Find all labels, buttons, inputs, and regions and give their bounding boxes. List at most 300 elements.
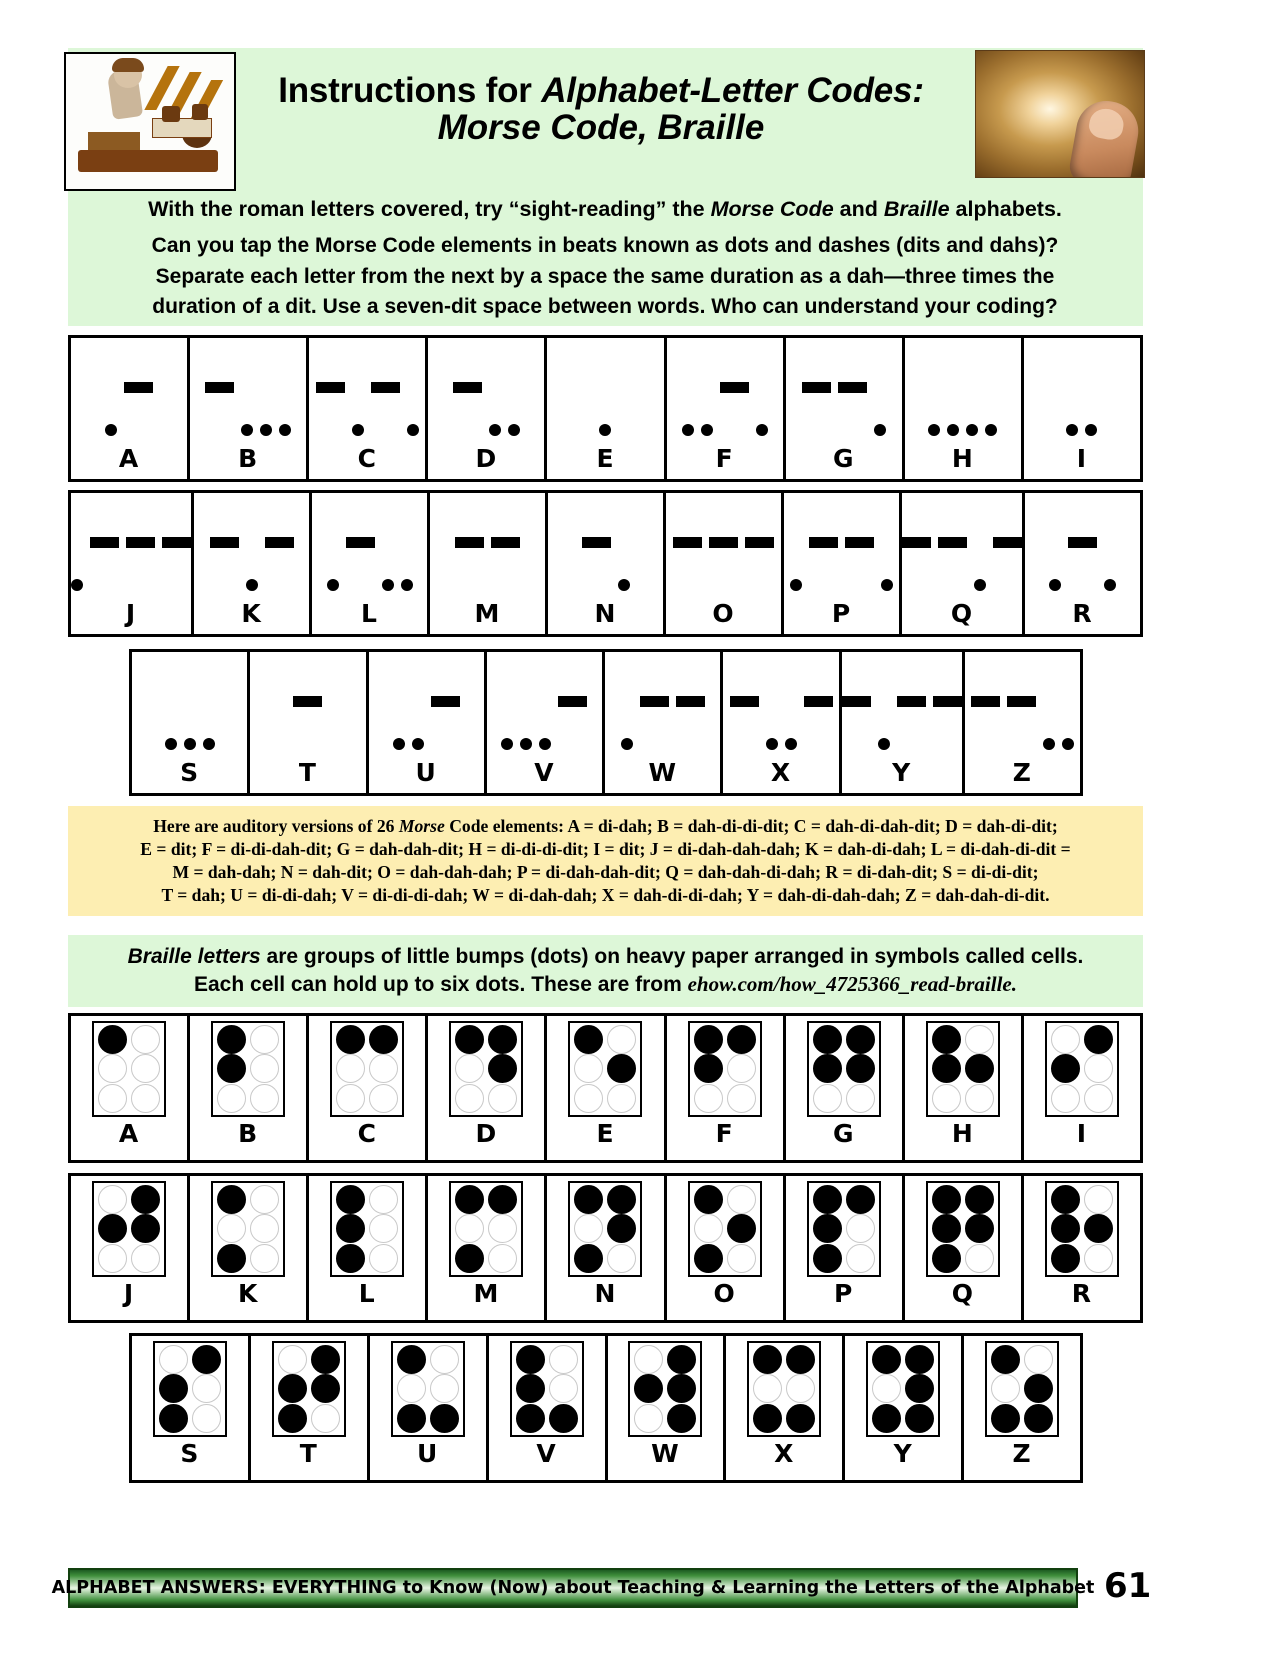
morse-dash-icon <box>293 696 322 707</box>
braille-dot-2-empty <box>991 1374 1020 1403</box>
morse-cell-x <box>723 652 841 793</box>
braille-dot-5-empty <box>786 1374 815 1403</box>
morse-dash-icon <box>933 696 962 707</box>
fingertip <box>1067 96 1143 178</box>
braille-dot-6-empty <box>311 1404 340 1433</box>
braille-dot-1-raised <box>516 1345 545 1374</box>
braille-dot-6-empty <box>965 1084 994 1113</box>
braille-cell-v <box>489 1336 608 1480</box>
intro-text: With the roman letters covered, try “sight-reading” the <box>148 197 711 221</box>
braille-dot-grid <box>688 1021 762 1117</box>
braille-dot-1-raised <box>574 1185 603 1214</box>
braille-dot-5-empty <box>727 1054 756 1083</box>
braille-letter-label: X <box>774 1439 795 1468</box>
morse-dot-icon <box>489 424 501 436</box>
morse-dot-icon <box>618 579 630 591</box>
morse-cell-h <box>905 338 1024 479</box>
braille-dot-4-raised <box>607 1185 636 1214</box>
braille-dot-6-empty <box>250 1084 279 1113</box>
morse-letter-label: L <box>361 599 378 628</box>
morse-dot-icon <box>501 738 513 750</box>
morse-dot-icon <box>1043 738 1055 750</box>
braille-letter-label: G <box>832 1119 855 1148</box>
morse-dot-icon <box>241 424 253 436</box>
morse-dot-icon <box>352 424 364 436</box>
braille-dot-4-raised <box>965 1185 994 1214</box>
morse-letter-label: H <box>951 444 974 473</box>
braille-dot-3-raised <box>217 1244 246 1273</box>
morse-dash-icon <box>124 382 153 393</box>
braille-dot-grid <box>92 1181 166 1277</box>
telegraph-base <box>78 150 218 172</box>
morse-symbol <box>250 666 365 758</box>
morse-dot-icon <box>539 738 551 750</box>
note-line-2: E = dit; F = di-di-dah-dit; G = dah-dah-dit; H = di-di-di-dit; I = dit; J = di-dah-dah-dah; K = dah-di-dah; L = di-dah-di-dit = <box>140 838 1071 859</box>
morse-dot-icon <box>165 738 177 750</box>
braille-dot-6-empty <box>846 1244 875 1273</box>
morse-dot-icon <box>947 424 959 436</box>
braille-dot-6-raised <box>1024 1404 1053 1433</box>
morse-cell-j <box>71 493 194 634</box>
braille-dot-2-empty <box>217 1214 246 1243</box>
braille-dot-5-empty <box>549 1374 578 1403</box>
morse-letter-label: S <box>180 758 200 787</box>
morse-symbol <box>605 666 720 758</box>
braille-dot-5-empty <box>430 1374 459 1403</box>
braille-dot-2-empty <box>694 1214 723 1243</box>
morse-letter-label: V <box>534 758 555 787</box>
braille-letter-label: H <box>951 1119 974 1148</box>
morse-dot-icon <box>407 424 419 436</box>
morse-symbol <box>132 666 247 758</box>
morse-dash-icon <box>745 537 774 548</box>
morse-dash-icon <box>971 696 1000 707</box>
morse-dash-icon <box>809 537 838 548</box>
braille-dot-4-raised <box>846 1185 875 1214</box>
braille-dot-2-empty <box>336 1054 365 1083</box>
braille-dot-3-empty <box>217 1084 246 1113</box>
morse-symbol <box>786 352 902 444</box>
braille-letter-label: N <box>594 1279 617 1308</box>
morse-symbol <box>194 507 309 599</box>
braille-dot-6-empty <box>192 1404 221 1433</box>
morse-dash-icon <box>453 382 482 393</box>
braille-dot-3-empty <box>574 1084 603 1113</box>
morse-dot-icon <box>1066 424 1078 436</box>
braille-letter-label: M <box>473 1279 500 1308</box>
morse-dot-icon <box>881 579 893 591</box>
morse-cell-k <box>194 493 312 634</box>
telegraph-knob <box>162 106 180 122</box>
morse-letter-label: E <box>596 444 615 473</box>
braille-dot-4-empty <box>131 1025 160 1054</box>
morse-symbol <box>667 352 783 444</box>
braille-cell-j <box>71 1176 190 1320</box>
braille-dot-5-raised <box>1024 1374 1053 1403</box>
braille-dot-1-raised <box>872 1345 901 1374</box>
morse-dash-icon <box>709 537 738 548</box>
morse-dash-icon <box>938 537 967 548</box>
morse-letter-label: N <box>594 599 617 628</box>
intro-braille-em: Braille <box>883 197 950 221</box>
dit-space-em: dit space <box>451 295 543 318</box>
braille-cell-s <box>132 1336 251 1480</box>
morse-dot-icon <box>985 424 997 436</box>
morse-cell-r <box>1025 493 1140 634</box>
morse-symbol <box>369 666 484 758</box>
braille-dot-6-empty <box>607 1084 636 1113</box>
morse-symbol <box>71 507 191 599</box>
braille-dot-grid <box>568 1181 642 1277</box>
braille-dot-6-empty <box>488 1244 517 1273</box>
braille-cell-u <box>370 1336 489 1480</box>
dah-em: dah <box>846 265 884 288</box>
braille-dot-2-raised <box>813 1054 842 1083</box>
braille-cell-e <box>547 1016 666 1160</box>
morse-letter-label: W <box>648 758 678 787</box>
operator-hair <box>112 58 144 72</box>
braille-dot-5-empty <box>369 1214 398 1243</box>
braille-letter-label: B <box>238 1119 259 1148</box>
braille-dot-4-raised <box>1084 1025 1113 1054</box>
intro-text: alphabets. <box>949 197 1062 221</box>
braille-dot-2-raised <box>932 1214 961 1243</box>
morse-cell-m <box>430 493 548 634</box>
braille-dot-2-empty <box>574 1214 603 1243</box>
braille-dot-6-empty <box>369 1084 398 1113</box>
braille-dot-grid <box>866 1341 940 1437</box>
braille-table-row-3 <box>129 1333 1083 1483</box>
braille-letter-label: Z <box>1012 1439 1032 1468</box>
morse-cell-c <box>309 338 428 479</box>
braille-dot-grid <box>628 1341 702 1437</box>
braille-dot-2-empty <box>455 1054 484 1083</box>
braille-dot-grid <box>1045 1181 1119 1277</box>
morse-dash-icon <box>845 537 874 548</box>
braille-dot-6-empty <box>1084 1244 1113 1273</box>
braille-cell-g <box>786 1016 905 1160</box>
intro-text: Separate each letter from the next by a space the same duration as a <box>155 265 847 288</box>
braille-dot-3-raised <box>574 1244 603 1273</box>
braille-dot-grid <box>688 1181 762 1277</box>
morse-dot-icon <box>874 424 886 436</box>
morse-letter-label: C <box>357 444 377 473</box>
braille-letter-label: S <box>180 1439 200 1468</box>
morse-dot-icon <box>203 738 215 750</box>
morse-cell-q <box>902 493 1025 634</box>
braille-dot-2-empty <box>753 1374 782 1403</box>
braille-dot-1-raised <box>217 1025 246 1054</box>
braille-dot-3-raised <box>159 1404 188 1433</box>
morse-dot-icon <box>974 579 986 591</box>
braille-cell-h <box>905 1016 1024 1160</box>
morse-dash-icon <box>842 696 871 707</box>
note-line-3: M = dah-dah; N = dah-dit; O = dah-dah-dah; P = di-dah-dah-dit; Q = dah-dah-di-dah; R = di-dah-dit; S = di-di-dit; <box>172 862 1039 882</box>
braille-letter-label: F <box>715 1119 734 1148</box>
morse-dash-icon <box>162 537 191 548</box>
morse-letter-label: X <box>770 758 792 787</box>
braille-cell-k <box>190 1176 309 1320</box>
morse-dot-icon <box>382 579 394 591</box>
morse-dot-icon <box>508 424 520 436</box>
braille-dot-grid <box>449 1021 523 1117</box>
morse-symbol <box>309 352 425 444</box>
braille-cell-l <box>309 1176 428 1320</box>
morse-symbol <box>1025 507 1140 599</box>
braille-dot-2-raised <box>278 1374 307 1403</box>
braille-letter-label: K <box>237 1279 259 1308</box>
morse-dash-icon <box>346 537 375 548</box>
page-title <box>236 72 966 146</box>
morse-dash-icon <box>265 537 294 548</box>
braille-intro-text: Each cell can hold up to six dots. These are from <box>193 973 688 996</box>
braille-dot-3-empty <box>336 1084 365 1113</box>
braille-dot-3-raised <box>455 1244 484 1273</box>
braille-dot-3-raised <box>397 1404 426 1433</box>
braille-letter-label: J <box>123 1279 135 1308</box>
morse-cell-v <box>487 652 605 793</box>
morse-symbol <box>428 352 544 444</box>
braille-dot-grid <box>330 1021 404 1117</box>
braille-dot-5-empty <box>488 1214 517 1243</box>
note-line-4: T = dah; U = di-di-dah; V = di-di-di-dah; W = di-dah-dah; X = dah-di-di-dah; Y = dah-di-dah-dah; Z = dah-dah-di-dit. <box>161 885 1050 906</box>
braille-dot-4-raised <box>488 1185 517 1214</box>
braille-dot-6-raised <box>905 1404 934 1433</box>
braille-dot-1-raised <box>574 1025 603 1054</box>
braille-dot-grid <box>391 1341 465 1437</box>
braille-dot-1-empty <box>634 1345 663 1374</box>
braille-dot-4-empty <box>965 1025 994 1054</box>
braille-dot-3-empty <box>813 1084 842 1113</box>
braille-dot-2-raised <box>694 1054 723 1083</box>
morse-letter-label: P <box>831 599 852 628</box>
telegraph-knob <box>192 104 208 120</box>
braille-letter-label: W <box>651 1439 680 1468</box>
braille-letter-label: P <box>834 1279 854 1308</box>
telegraph-operator-image <box>64 52 236 191</box>
braille-cell-y <box>845 1336 964 1480</box>
morse-dash-icon <box>455 537 484 548</box>
braille-letter-label: Y <box>893 1439 913 1468</box>
title-subtitle: Morse Code, Braille <box>437 108 765 148</box>
morse-cell-o <box>666 493 784 634</box>
braille-dot-4-empty <box>1084 1185 1113 1214</box>
braille-letter-label: R <box>1071 1279 1093 1308</box>
morse-dot-icon <box>878 738 890 750</box>
braille-dot-2-raised <box>1051 1214 1080 1243</box>
braille-dot-3-raised <box>872 1404 901 1433</box>
morse-dash-icon <box>897 696 926 707</box>
morse-symbol <box>312 507 427 599</box>
braille-table-row-2 <box>68 1173 1143 1323</box>
braille-dot-5-empty <box>192 1374 221 1403</box>
morse-symbol <box>190 352 306 444</box>
morse-dash-icon <box>558 696 587 707</box>
braille-dot-2-raised <box>217 1054 246 1083</box>
braille-dot-grid <box>747 1341 821 1437</box>
braille-dot-6-empty <box>727 1084 756 1113</box>
braille-letter-label: U <box>417 1439 439 1468</box>
braille-dot-5-raised <box>965 1054 994 1083</box>
braille-dot-1-empty <box>1051 1025 1080 1054</box>
braille-dot-2-empty <box>455 1214 484 1243</box>
morse-dash-icon <box>582 537 611 548</box>
morse-cell-n <box>548 493 666 634</box>
morse-dash-icon <box>1007 696 1036 707</box>
braille-dot-4-empty <box>1024 1345 1053 1374</box>
braille-letters-em: Braille letters <box>127 945 261 969</box>
telegraph-key <box>152 118 212 138</box>
intro-line-4 <box>80 293 1130 321</box>
braille-dot-5-empty <box>1084 1054 1113 1083</box>
morse-dash-icon <box>720 382 749 393</box>
morse-letter-label: D <box>475 444 498 473</box>
braille-dot-1-raised <box>1051 1185 1080 1214</box>
morse-symbol <box>902 507 1022 599</box>
morse-dash-icon <box>491 537 520 548</box>
morse-dot-icon <box>71 579 83 591</box>
braille-dot-grid <box>926 1181 1000 1277</box>
braille-dot-6-empty <box>727 1244 756 1273</box>
braille-dot-4-empty <box>250 1025 279 1054</box>
braille-letter-label: C <box>357 1119 377 1148</box>
morse-letter-label: T <box>298 758 317 787</box>
braille-dot-grid <box>568 1021 642 1117</box>
morse-cell-s <box>132 652 250 793</box>
morse-dash-icon <box>431 696 460 707</box>
braille-dot-grid <box>153 1341 227 1437</box>
braille-letter-label: E <box>596 1119 615 1148</box>
braille-dot-6-empty <box>1084 1084 1113 1113</box>
morse-letter-label: Y <box>892 758 912 787</box>
morse-letter-label: F <box>715 444 734 473</box>
braille-letter-label: T <box>299 1439 318 1468</box>
morse-dot-icon <box>327 579 339 591</box>
intro-question-2: Who can understand your coding? <box>711 295 1058 318</box>
braille-cell-f <box>667 1016 786 1160</box>
braille-cell-r <box>1024 1176 1140 1320</box>
morse-symbol <box>784 507 899 599</box>
morse-letter-label: Z <box>1012 758 1032 787</box>
braille-dot-6-empty <box>488 1084 517 1113</box>
braille-dot-4-raised <box>369 1025 398 1054</box>
morse-dot-icon <box>621 738 633 750</box>
morse-dot-icon <box>412 738 424 750</box>
morse-letter-label: G <box>832 444 855 473</box>
morse-dot-icon <box>1049 579 1061 591</box>
title-plain: Instructions for <box>278 71 542 110</box>
braille-dot-3-empty <box>634 1404 663 1433</box>
morse-letter-label: U <box>415 758 437 787</box>
morse-dot-icon <box>520 738 532 750</box>
morse-cell-b <box>190 338 309 479</box>
braille-cell-d <box>428 1016 547 1160</box>
braille-dot-6-raised <box>786 1404 815 1433</box>
morse-dash-icon <box>371 382 400 393</box>
braille-dot-6-empty <box>250 1244 279 1273</box>
morse-dash-icon <box>316 382 345 393</box>
braille-letter-label: D <box>475 1119 498 1148</box>
braille-intro-band <box>68 935 1143 1007</box>
braille-dot-5-empty <box>846 1214 875 1243</box>
morse-symbol <box>965 666 1080 758</box>
morse-dot-icon <box>401 579 413 591</box>
braille-dot-6-raised <box>430 1404 459 1433</box>
braille-dot-2-raised <box>336 1214 365 1243</box>
intro-morse-em: Morse Code <box>710 197 834 221</box>
intro-question: Can you tap the Morse Code elements in beats known as dots and dashes (dits and dahs)? <box>151 234 1059 257</box>
braille-dot-1-raised <box>813 1025 842 1054</box>
braille-dot-5-raised <box>488 1054 517 1083</box>
intro-line-1 <box>80 196 1130 224</box>
morse-symbol <box>548 507 663 599</box>
morse-dot-icon <box>756 424 768 436</box>
braille-dot-5-raised <box>311 1374 340 1403</box>
morse-letter-label: K <box>241 599 262 628</box>
braille-dot-4-raised <box>488 1025 517 1054</box>
braille-dot-4-raised <box>786 1345 815 1374</box>
braille-dot-4-empty <box>549 1345 578 1374</box>
morse-dash-icon <box>993 537 1022 548</box>
braille-dot-5-raised <box>607 1054 636 1083</box>
braille-dot-6-empty <box>131 1084 160 1113</box>
morse-letter-label: B <box>238 444 259 473</box>
braille-source-url: ehow.com/how_4725366_read-braille. <box>687 972 1017 996</box>
morse-dash-icon <box>676 696 705 707</box>
braille-dot-4-raised <box>667 1345 696 1374</box>
braille-dot-grid <box>211 1021 285 1117</box>
braille-dot-4-raised <box>192 1345 221 1374</box>
morse-dot-icon <box>1062 738 1074 750</box>
braille-dot-2-raised <box>516 1374 545 1403</box>
page-number: 61 <box>1104 1566 1152 1606</box>
morse-cell-y <box>842 652 965 793</box>
braille-dot-1-raised <box>694 1185 723 1214</box>
morse-table-row-1 <box>68 335 1143 482</box>
morse-dash-icon <box>902 537 931 548</box>
braille-dot-3-empty <box>98 1084 127 1113</box>
braille-dot-2-raised <box>1051 1054 1080 1083</box>
braille-dot-2-empty <box>574 1054 603 1083</box>
morse-dot-icon <box>260 424 272 436</box>
braille-dot-1-raised <box>813 1185 842 1214</box>
braille-intro-line-1 <box>128 943 1084 971</box>
braille-dot-1-raised <box>336 1025 365 1054</box>
braille-dot-4-raised <box>311 1345 340 1374</box>
morse-dash-icon <box>1068 537 1097 548</box>
note-text: Code elements: <box>444 815 568 836</box>
braille-dot-grid <box>272 1341 346 1437</box>
morse-cell-g <box>786 338 905 479</box>
title-italic: Alphabet-Letter Codes: <box>541 71 924 110</box>
braille-dot-3-raised <box>932 1244 961 1273</box>
morse-dash-icon <box>210 537 239 548</box>
morse-dash-icon <box>640 696 669 707</box>
braille-dot-2-raised <box>634 1374 663 1403</box>
note-morse-em: Morse <box>398 815 445 836</box>
braille-dot-1-raised <box>455 1025 484 1054</box>
morse-symbol <box>487 666 602 758</box>
braille-dot-5-raised <box>667 1374 696 1403</box>
morse-dot-icon <box>184 738 196 750</box>
braille-dot-2-raised <box>932 1054 961 1083</box>
morse-dash-icon <box>802 382 831 393</box>
morse-cell-l <box>312 493 430 634</box>
morse-dot-icon <box>279 424 291 436</box>
intro-text: duration of a <box>152 295 286 318</box>
braille-cell-q <box>905 1176 1024 1320</box>
braille-dot-2-empty <box>872 1374 901 1403</box>
